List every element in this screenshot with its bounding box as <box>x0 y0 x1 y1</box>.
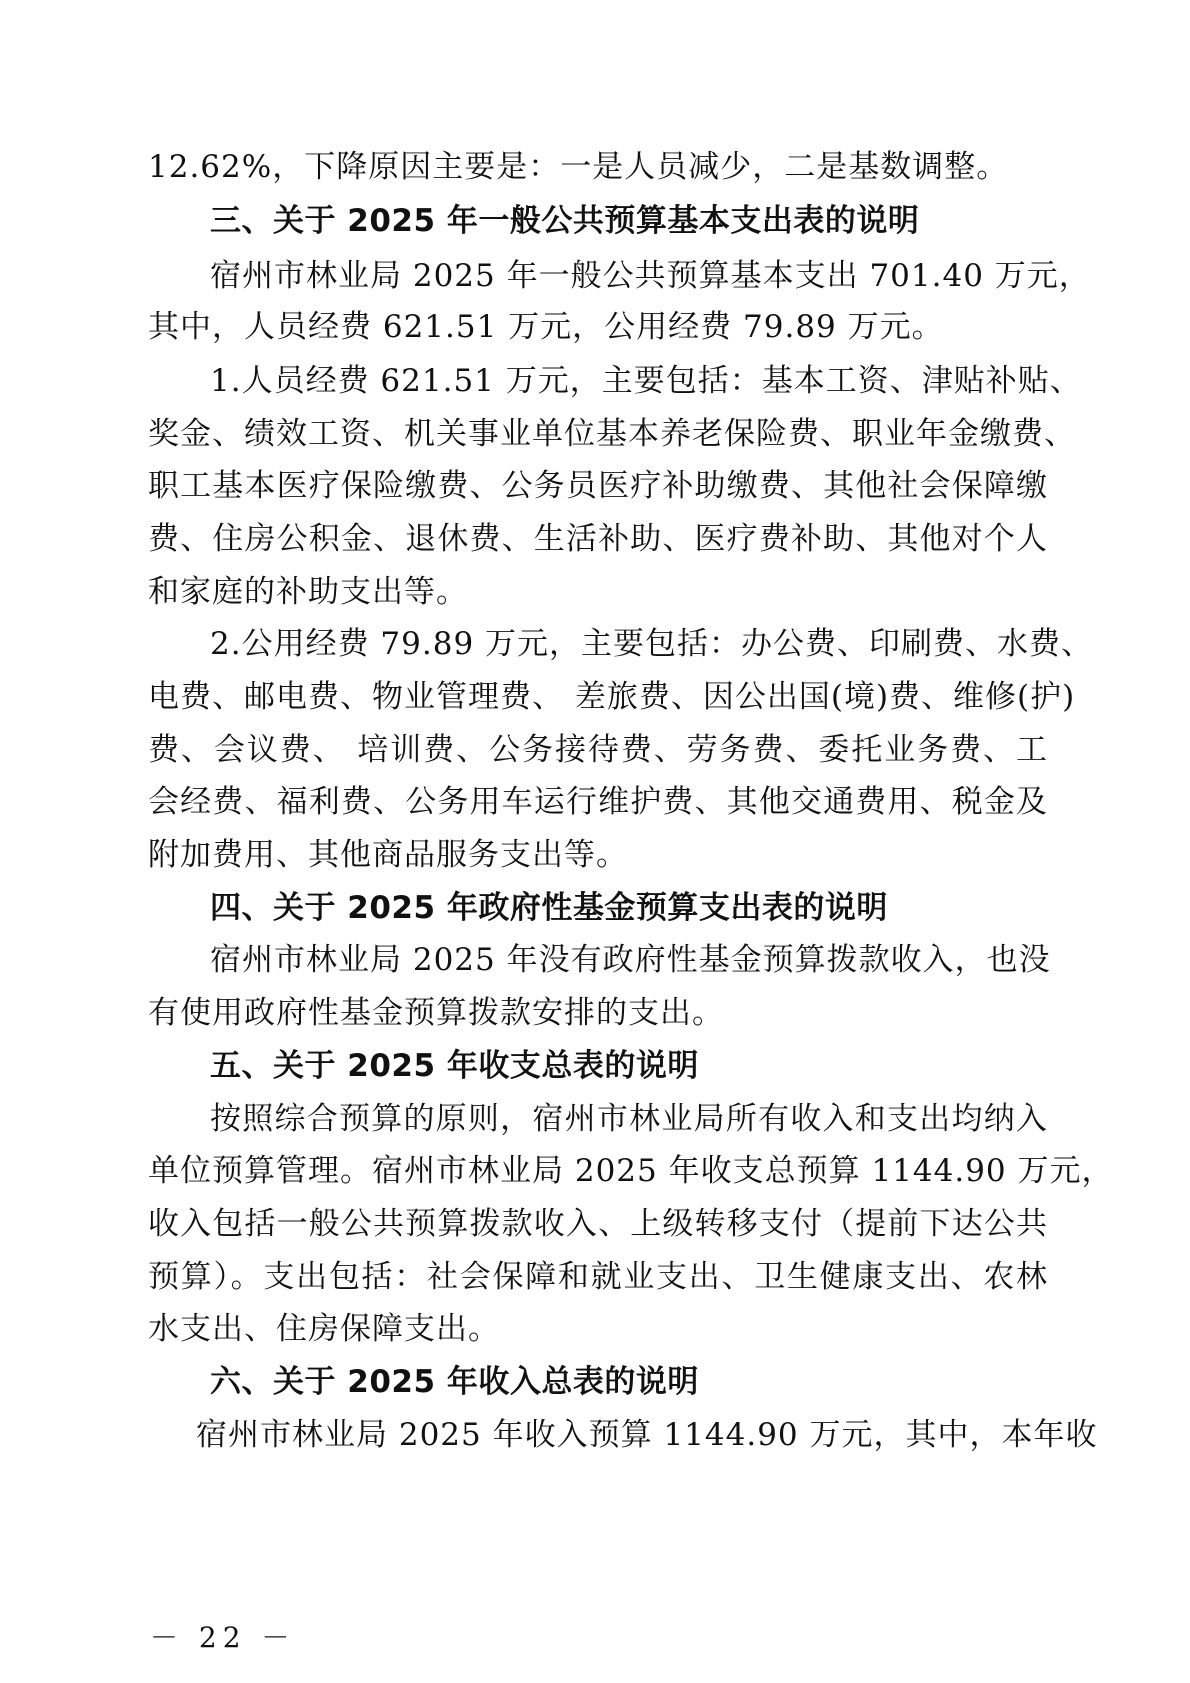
text-line-7: 职工基本医疗保险缴费、公务员医疗补助缴费、其他社会保障缴 <box>148 468 1048 504</box>
text-line-22: 预算）。支出包括：社会保障和就业支出、卫生健康支出、农林 <box>148 1259 1048 1295</box>
section-heading-6: 六、关于 2025 年收入总表的说明 <box>210 1364 699 1400</box>
text-line-21: 收入包括一般公共预算拨款收入、上级转移支付（提前下达公共 <box>148 1206 1048 1242</box>
text-line-13: 会经费、福利费、公务用车运行维护费、其他交通费用、税金及 <box>148 784 1048 820</box>
text-line-10: 2.公用经费 79.89 万元，主要包括：办公费、印刷费、水费、 <box>210 626 1094 662</box>
text-line-25: 宿州市林业局 2025 年收入预算 1144.90 万元，其中，本年收 <box>196 1417 1098 1453</box>
text-line-3: 宿州市林业局 2025 年一般公共预算基本支出 701.40 万元， <box>210 258 1091 294</box>
text-line-6: 奖金、绩效工资、机关事业单位基本养老保险费、职业年金缴费、 <box>148 416 1076 452</box>
text-line-23: 水支出、住房保障支出。 <box>148 1311 500 1347</box>
section-heading-5: 五、关于 2025 年收支总表的说明 <box>210 1048 699 1084</box>
text-line-12: 费、会议费、 培训费、公务接待费、劳务费、委托业务费、工 <box>148 732 1048 768</box>
text-line-11: 电费、邮电费、物业管理费、 差旅费、因公出国(境)费、维修(护) <box>148 679 1076 715</box>
text-line-8: 费、住房公积金、退休费、生活补助、医疗费补助、其他对个人 <box>148 521 1048 557</box>
text-line-14: 附加费用、其他商品服务支出等。 <box>148 837 628 873</box>
text-line-1: 12.62%，下降原因主要是：一是人员减少，二是基数调整。 <box>148 149 1009 185</box>
text-line-17: 有使用政府性基金预算拨款安排的支出。 <box>148 995 724 1031</box>
section-heading-3: 三、关于 2025 年一般公共预算基本支出表的说明 <box>210 203 920 239</box>
page-number: － 22 － <box>150 1621 296 1654</box>
section-heading-4: 四、关于 2025 年政府性基金预算支出表的说明 <box>210 890 888 926</box>
text-line-16: 宿州市林业局 2025 年没有政府性基金预算拨款收入，也没 <box>210 942 1051 978</box>
text-line-4: 其中，人员经费 621.51 万元，公用经费 79.89 万元。 <box>148 309 944 345</box>
text-line-20: 单位预算管理。宿州市林业局 2025 年收支总预算 1144.90 万元， <box>148 1153 1114 1189</box>
text-line-9: 和家庭的补助支出等。 <box>148 574 468 610</box>
text-line-19: 按照综合预算的原则，宿州市林业局所有收入和支出均纳入 <box>210 1101 1048 1137</box>
text-line-5: 1.人员经费 621.51 万元，主要包括：基本工资、津贴补贴、 <box>210 363 1082 399</box>
